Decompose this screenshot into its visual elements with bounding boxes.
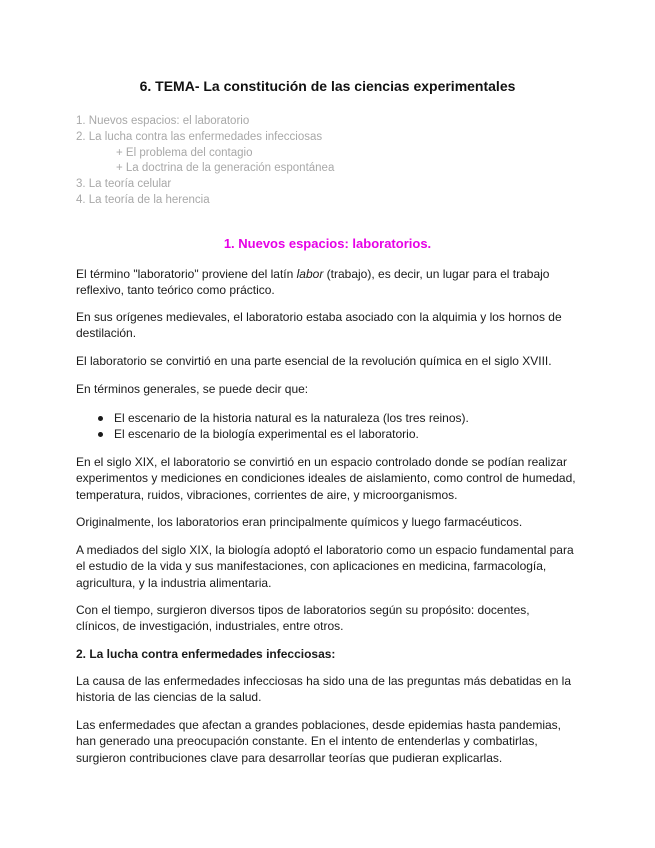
toc-subitem: + El problema del contagio [116, 146, 253, 159]
toc-item: 2. La lucha contra las enfermedades infecciosas [76, 130, 323, 143]
bullet-list [76, 410, 576, 443]
section-1-heading: 1. Nuevos espacios: laboratorios. [223, 236, 432, 251]
paragraph-infectious-causes: La causa de las enfermedades infecciosas ha sido una de las preguntas más debatidas en la historia de las ciencias de la salud. [76, 674, 571, 705]
paragraph-nineteenth-century: En el siglo XIX, el laboratorio se convirtió en un espacio controlado donde se podían realizar experimentos y mediciones en condiciones ideales de aislamiento, como control de humedad, temperatura, ruidos, vibraciones, corrientes de aire, y microorganismos. [76, 455, 576, 502]
paragraph-laboratorio-etymology [76, 266, 576, 299]
bullet-icon [98, 432, 103, 437]
toc-item: 1. Nuevos espacios: el laboratorio [76, 115, 250, 127]
paragraph-general-terms: En términos generales, se puede decir que: [76, 382, 309, 396]
toc-item: 3. La teoría celular [76, 178, 172, 191]
latin-term: labor [296, 267, 324, 281]
table-of-contents [76, 114, 334, 209]
toc-subitem: + La doctrina de la generación espontánea [116, 162, 335, 175]
paragraph-chemical-revolution: El laboratorio se convirtió en una parte esencial de la revolución química en el siglo XVIII. [76, 354, 552, 368]
section-2-heading: 2. La lucha contra enfermedades infecciosas: [76, 647, 336, 661]
paragraph-text: (trabajo), es decir, un lugar para el trabajo reflexivo, tanto teórico como práctico. [76, 267, 550, 298]
toc-item: 4. La teoría de la herencia [76, 193, 210, 206]
paragraph-biology-adoption: A mediados del siglo XIX, la biología adoptó el laboratorio como un espacio fundamental para el estudio de la vida y sus manifestaciones, con aplicaciones en medicina, farmacología, agricultura, y la industria alimentaria. [76, 543, 574, 590]
list-item-text: El escenario de la biología experimental es el laboratorio. [114, 427, 419, 442]
paragraph-medieval-origins: En sus orígenes medievales, el laboratorio estaba asociado con la alquimia y los hornos de destilación. [76, 310, 562, 341]
list-item-text: El escenario de la historia natural es la naturaleza (los tres reinos). [114, 411, 469, 425]
paragraph-epidemics: Las enfermedades que afectan a grandes poblaciones, desde epidemias hasta pandemias, han generado una preocupación constante. En el intento de entenderlas y combatirlas, surgieron contribuciones clave para desarrollar teorías que pudieran explicarlas. [76, 718, 561, 765]
paragraph-origins-chemical: Originalmente, los laboratorios eran principalmente químicos y luego farmacéuticos. [76, 515, 523, 529]
paragraph-text: El término "laboratorio" proviene del latín [76, 267, 297, 281]
list-item [76, 426, 576, 442]
list-item [76, 410, 576, 426]
bullet-icon [98, 416, 103, 421]
document-title: 6. TEMA- La constitución de las ciencias experimentales [139, 78, 516, 94]
paragraph-laboratory-types: Con el tiempo, surgieron diversos tipos de laboratorios según su propósito: docentes, clínicos, de investigación, industriales, entre otros. [76, 603, 530, 634]
